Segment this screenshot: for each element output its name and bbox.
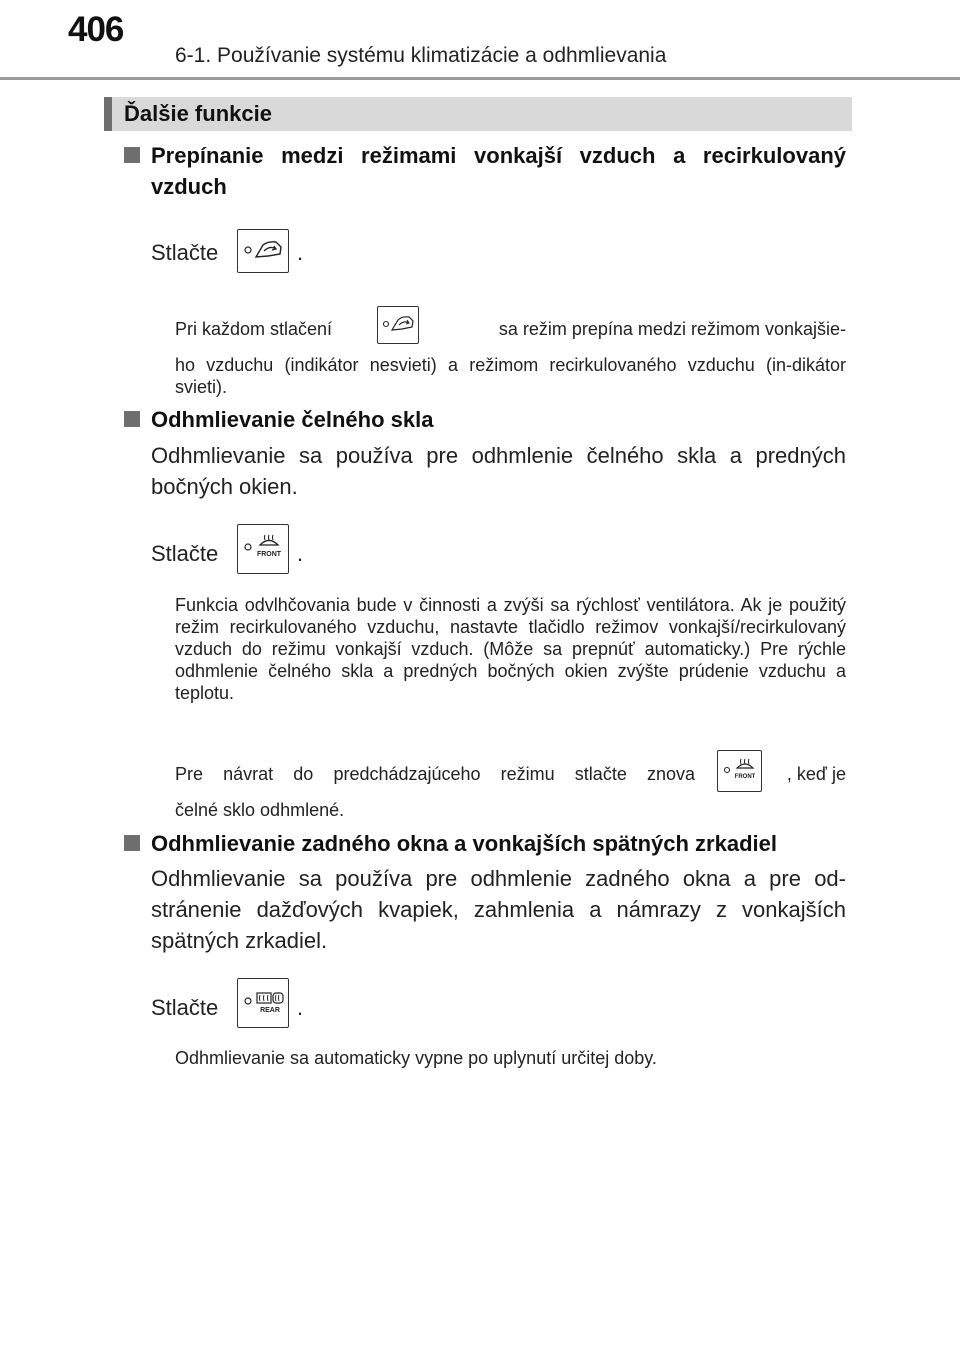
recirc-note-rest: ho vzduchu (indikátor nesvieti) a režimom recirkulovaného vzduchu (in-dikátor svieti).	[175, 355, 846, 397]
heading-recirculation-text: Prepínanie medzi režimami vonkajší vzduch a recirkulovaný vzduch	[151, 143, 846, 199]
front-defog-notes: Funkcia odvlhčovania bude v činnosti a zvýši sa rýchlosť ventilátora. Ak je použitý režim recirkulovaného vzduchu, nastavte tlačidlo režimov vonkajší/recirkulovaný vzduch do režimu vonkajší vzduch. (Môže sa prepnúť automaticky.) Pre rýchle odhmlenie čelného skla a predných bočných okien zvýšte prúdenie vzduchu a teplotu.	[175, 595, 846, 703]
section-title: Ďalšie funkcie	[124, 101, 272, 126]
recirc-note-after: sa režim prepína medzi režimom vonkajšie-	[498, 319, 846, 339]
front-return-after: , keď je	[786, 764, 846, 784]
heading-recirculation	[124, 140, 846, 202]
front-defog-body: Odhmlievanie sa používa pre odhmlenie čelného skla a predných bočných okien.	[151, 443, 846, 499]
heading-rear-defog-text: Odhmlievanie zadného okna a vonkajších spätných zrkadiel	[151, 831, 777, 856]
front-defrost-button[interactable]	[237, 524, 289, 574]
recirculation-icon	[378, 307, 420, 345]
recirculation-icon	[238, 230, 290, 274]
rear-defogger-icon	[238, 979, 290, 1029]
heading-front-defog-text: Odhmlievanie čelného skla	[151, 407, 434, 432]
page-header	[0, 0, 960, 80]
section-accent	[104, 97, 112, 131]
press-period: .	[297, 541, 304, 566]
rear-defog-note: Odhmlievanie sa automaticky vypne po uplynutí určitej doby.	[175, 1048, 657, 1068]
recirculation-button-inline[interactable]	[377, 306, 419, 344]
front-return-rest: čelné sklo odhmlené.	[175, 800, 345, 820]
front-defrost-icon	[718, 751, 763, 793]
recirc-note-before: Pri každom stlačení	[175, 319, 333, 339]
rear-button-text: REAR	[260, 1007, 280, 1014]
bullet-square-icon	[124, 835, 140, 851]
press-label: Stlačte	[151, 995, 219, 1020]
front-defrost-button-inline[interactable]	[717, 750, 762, 792]
page-number: 406	[68, 10, 124, 49]
front-button-text: FRONT	[734, 774, 756, 780]
recirculation-button[interactable]	[237, 229, 289, 273]
bullet-square-icon	[124, 411, 140, 427]
chapter-title: 6-1. Používanie systému klimatizácie a odhmlievania	[175, 44, 667, 67]
front-return-before: Pre návrat do predchádzajúceho režimu stlačte znova	[175, 764, 695, 784]
press-period: .	[297, 995, 304, 1020]
rear-defogger-button[interactable]	[237, 978, 289, 1028]
section-bar	[104, 97, 852, 131]
press-label: Stlačte	[151, 541, 219, 566]
header-rule	[0, 77, 960, 80]
heading-rear-defog	[124, 828, 846, 859]
front-defrost-icon	[238, 525, 290, 575]
heading-front-defog	[124, 404, 846, 435]
press-label: Stlačte	[151, 240, 219, 265]
front-button-text: FRONT	[256, 551, 282, 558]
rear-defog-body: Odhmlievanie sa používa pre odhmlenie zadného okna a pre od-stránenie dažďových kvapiek, zahmlenia a námrazy z vonkajších spätných zrkadiel.	[151, 866, 846, 953]
bullet-square-icon	[124, 147, 140, 163]
press-period: .	[297, 240, 304, 265]
